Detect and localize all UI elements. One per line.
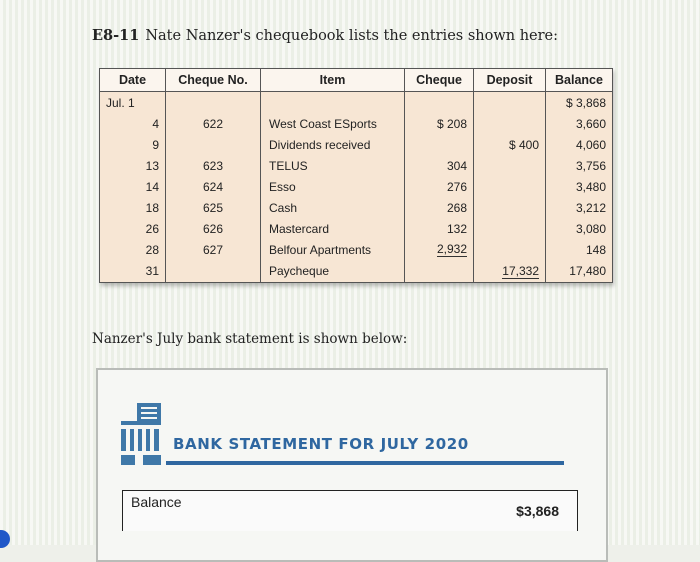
cell-date: 18 <box>100 197 166 218</box>
cell-balance: 3,212 <box>546 197 613 218</box>
table-row <box>100 134 613 155</box>
col-header-deposit: Deposit <box>474 69 546 92</box>
cell-date: 9 <box>100 134 166 155</box>
cell-item: Mastercard <box>261 218 405 239</box>
table-row <box>100 92 613 114</box>
chequebook-table <box>99 68 613 283</box>
cell-deposit <box>474 92 546 114</box>
table-row <box>100 239 613 260</box>
exercise-text: Nate Nanzer's chequebook lists the entries shown here: <box>145 28 559 44</box>
balance-label: Balance <box>131 494 182 510</box>
cell-item: West Coast ESports <box>261 113 405 134</box>
statement-title: BANK STATEMENT FOR JULY 2020 <box>173 435 469 453</box>
cell-cheque <box>405 92 474 114</box>
cell-cheque: 132 <box>405 218 474 239</box>
cell-item <box>261 92 405 114</box>
cell-item: TELUS <box>261 155 405 176</box>
chequebook-table-container <box>99 68 612 283</box>
cell-date: 28 <box>100 239 166 260</box>
table-header-row <box>100 69 613 92</box>
cell-cheque-no <box>166 134 261 155</box>
cell-balance: 3,660 <box>546 113 613 134</box>
cell-date: Jul. 1 <box>100 92 166 114</box>
table-row <box>100 176 613 197</box>
cell-cheque-no <box>166 92 261 114</box>
col-header-item: Item <box>261 69 405 92</box>
col-header-cheque: Cheque <box>405 69 474 92</box>
table-row <box>100 113 613 134</box>
cell-cheque-no: 627 <box>166 239 261 260</box>
cell-cheque <box>405 239 474 260</box>
cell-date: 13 <box>100 155 166 176</box>
cell-cheque-no: 622 <box>166 113 261 134</box>
cell-cheque: 276 <box>405 176 474 197</box>
bank-building-icon <box>121 403 161 469</box>
col-header-cheque-no: Cheque No. <box>166 69 261 92</box>
exercise-number: E8-11 <box>92 27 140 44</box>
table-row <box>100 218 613 239</box>
cell-cheque: 304 <box>405 155 474 176</box>
cell-item: Esso <box>261 176 405 197</box>
cell-deposit <box>474 218 546 239</box>
cell-balance: 17,480 <box>546 260 613 283</box>
cell-cheque <box>405 260 474 283</box>
cell-date: 31 <box>100 260 166 283</box>
cell-deposit <box>474 155 546 176</box>
cell-cheque: $ 208 <box>405 113 474 134</box>
cheque-underlined-amount: 2,932 <box>436 242 467 256</box>
exercise-heading <box>92 27 558 44</box>
cell-deposit <box>474 260 546 283</box>
cell-item: Cash <box>261 197 405 218</box>
cell-balance: 3,080 <box>546 218 613 239</box>
col-header-balance: Balance <box>546 69 613 92</box>
cell-cheque-no: 623 <box>166 155 261 176</box>
table-row <box>100 197 613 218</box>
cell-balance: 3,756 <box>546 155 613 176</box>
cell-balance: $ 3,868 <box>546 92 613 114</box>
cell-item: Dividends received <box>261 134 405 155</box>
col-header-date: Date <box>100 69 166 92</box>
cell-deposit <box>474 197 546 218</box>
cell-deposit <box>474 176 546 197</box>
bank-statement-panel <box>96 368 608 562</box>
cell-cheque-no: 624 <box>166 176 261 197</box>
title-underline <box>166 461 564 465</box>
table-row <box>100 260 613 283</box>
cell-deposit <box>474 113 546 134</box>
cell-deposit: $ 400 <box>474 134 546 155</box>
cell-balance: 148 <box>546 239 613 260</box>
cell-item: Belfour Apartments <box>261 239 405 260</box>
bank-statement-intro: Nanzer's July bank statement is shown below: <box>92 331 408 347</box>
cell-date: 26 <box>100 218 166 239</box>
cell-date: 14 <box>100 176 166 197</box>
balance-row <box>122 490 578 531</box>
cell-item: Paycheque <box>261 260 405 283</box>
cell-cheque <box>405 134 474 155</box>
cell-cheque-no <box>166 260 261 283</box>
table-row <box>100 155 613 176</box>
cell-balance: 3,480 <box>546 176 613 197</box>
scroll-indicator[interactable] <box>0 530 10 548</box>
cell-date: 4 <box>100 113 166 134</box>
cell-deposit <box>474 239 546 260</box>
balance-value: $3,868 <box>516 503 559 519</box>
cell-cheque-no: 625 <box>166 197 261 218</box>
cell-cheque-no: 626 <box>166 218 261 239</box>
deposit-underlined-amount: 17,332 <box>502 263 539 278</box>
cell-balance: 4,060 <box>546 134 613 155</box>
cell-cheque: 268 <box>405 197 474 218</box>
